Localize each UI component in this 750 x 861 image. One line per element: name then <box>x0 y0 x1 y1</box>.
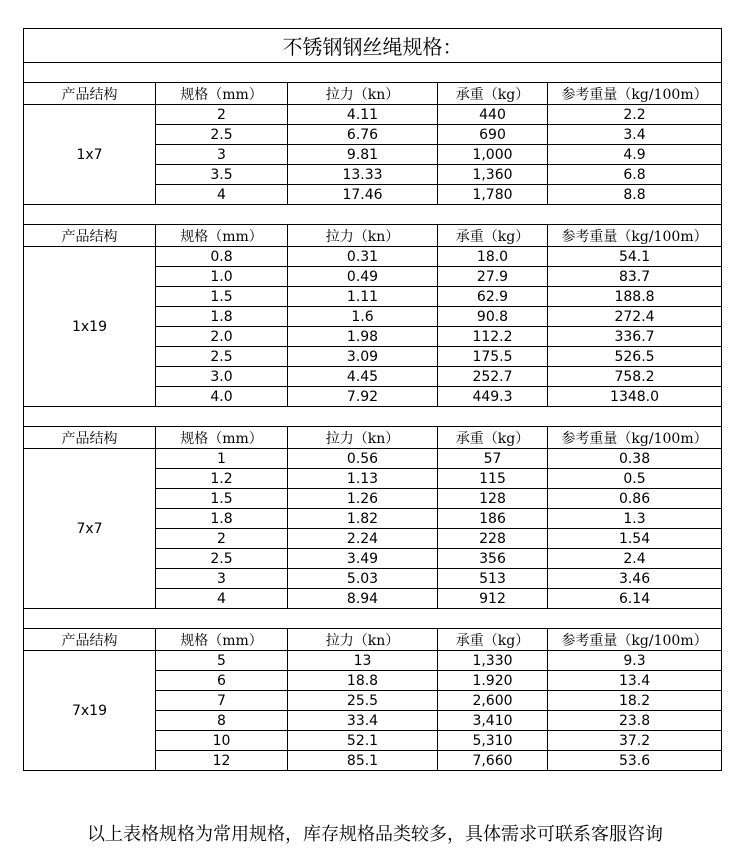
tension-cell: 18.8 <box>288 671 438 691</box>
size-cell: 10 <box>156 731 288 751</box>
weight-cell: 526.5 <box>548 347 722 367</box>
spec-sheet <box>23 28 721 771</box>
size-cell: 3 <box>156 145 288 165</box>
header-weight: 参考重量（kg/100m） <box>548 629 722 651</box>
header-size: 规格（mm） <box>156 225 288 247</box>
load-cell: 1.920 <box>438 671 548 691</box>
load-cell: 175.5 <box>438 347 548 367</box>
header-structure: 产品结构 <box>24 83 156 105</box>
size-cell: 8 <box>156 711 288 731</box>
load-cell: 449.3 <box>438 387 548 407</box>
tension-cell: 13 <box>288 651 438 671</box>
load-cell: 27.9 <box>438 267 548 287</box>
page-title: 不锈钢钢丝绳规格： <box>24 29 722 63</box>
header-weight: 参考重量（kg/100m） <box>548 225 722 247</box>
tension-cell: 85.1 <box>288 751 438 771</box>
size-cell: 5 <box>156 651 288 671</box>
table-header-row <box>24 427 722 449</box>
weight-cell: 13.4 <box>548 671 722 691</box>
header-load: 承重（kg） <box>438 225 548 247</box>
load-cell: 690 <box>438 125 548 145</box>
load-cell: 115 <box>438 469 548 489</box>
weight-cell: 336.7 <box>548 327 722 347</box>
load-cell: 57 <box>438 449 548 469</box>
weight-cell: 1.54 <box>548 529 722 549</box>
weight-cell: 8.8 <box>548 185 722 205</box>
tension-cell: 3.09 <box>288 347 438 367</box>
tension-cell: 3.49 <box>288 549 438 569</box>
weight-cell: 6.14 <box>548 589 722 609</box>
load-cell: 912 <box>438 589 548 609</box>
tension-cell: 1.13 <box>288 469 438 489</box>
size-cell: 2.5 <box>156 125 288 145</box>
tension-cell: 1.82 <box>288 509 438 529</box>
section-spacer <box>24 205 722 225</box>
header-tension: 拉力（kn） <box>288 427 438 449</box>
header-load: 承重（kg） <box>438 629 548 651</box>
table-row <box>24 247 722 267</box>
size-cell: 12 <box>156 751 288 771</box>
size-cell: 4 <box>156 589 288 609</box>
size-cell: 7 <box>156 691 288 711</box>
load-cell: 5,310 <box>438 731 548 751</box>
weight-cell: 0.38 <box>548 449 722 469</box>
tension-cell: 7.92 <box>288 387 438 407</box>
weight-cell: 1348.0 <box>548 387 722 407</box>
spec-table <box>23 28 722 771</box>
weight-cell: 53.6 <box>548 751 722 771</box>
structure-cell: 1x19 <box>24 247 156 407</box>
weight-cell: 272.4 <box>548 307 722 327</box>
table-header-row <box>24 629 722 651</box>
tension-cell: 1.26 <box>288 489 438 509</box>
section-spacer <box>24 63 722 83</box>
tension-cell: 0.31 <box>288 247 438 267</box>
size-cell: 2.5 <box>156 549 288 569</box>
tension-cell: 9.81 <box>288 145 438 165</box>
table-header-row <box>24 83 722 105</box>
load-cell: 1,000 <box>438 145 548 165</box>
tension-cell: 5.03 <box>288 569 438 589</box>
load-cell: 62.9 <box>438 287 548 307</box>
load-cell: 128 <box>438 489 548 509</box>
load-cell: 112.2 <box>438 327 548 347</box>
size-cell: 2 <box>156 529 288 549</box>
size-cell: 2.0 <box>156 327 288 347</box>
header-tension: 拉力（kn） <box>288 629 438 651</box>
header-tension: 拉力（kn） <box>288 83 438 105</box>
header-weight: 参考重量（kg/100m） <box>548 83 722 105</box>
weight-cell: 2.4 <box>548 549 722 569</box>
weight-cell: 758.2 <box>548 367 722 387</box>
load-cell: 1,780 <box>438 185 548 205</box>
header-weight: 参考重量（kg/100m） <box>548 427 722 449</box>
size-cell: 3 <box>156 569 288 589</box>
weight-cell: 2.2 <box>548 105 722 125</box>
load-cell: 90.8 <box>438 307 548 327</box>
tension-cell: 1.6 <box>288 307 438 327</box>
weight-cell: 9.3 <box>548 651 722 671</box>
footer-note: 以上表格规格为常用规格，库存规格品类较多，具体需求可联系客服咨询 <box>87 824 663 845</box>
header-load: 承重（kg） <box>438 83 548 105</box>
weight-cell: 23.8 <box>548 711 722 731</box>
table-header-row <box>24 225 722 247</box>
size-cell: 0.8 <box>156 247 288 267</box>
header-tension: 拉力（kn） <box>288 225 438 247</box>
load-cell: 3,410 <box>438 711 548 731</box>
weight-cell: 1.3 <box>548 509 722 529</box>
weight-cell: 37.2 <box>548 731 722 751</box>
size-cell: 1.5 <box>156 287 288 307</box>
tension-cell: 0.49 <box>288 267 438 287</box>
structure-cell: 7x19 <box>24 651 156 771</box>
size-cell: 2 <box>156 105 288 125</box>
load-cell: 440 <box>438 105 548 125</box>
size-cell: 4 <box>156 185 288 205</box>
table-row <box>24 651 722 671</box>
header-load: 承重（kg） <box>438 427 548 449</box>
tension-cell: 33.4 <box>288 711 438 731</box>
load-cell: 18.0 <box>438 247 548 267</box>
weight-cell: 6.8 <box>548 165 722 185</box>
tension-cell: 17.46 <box>288 185 438 205</box>
tension-cell: 52.1 <box>288 731 438 751</box>
load-cell: 513 <box>438 569 548 589</box>
weight-cell: 4.9 <box>548 145 722 165</box>
table-row <box>24 449 722 469</box>
tension-cell: 2.24 <box>288 529 438 549</box>
tension-cell: 8.94 <box>288 589 438 609</box>
weight-cell: 3.46 <box>548 569 722 589</box>
tension-cell: 6.76 <box>288 125 438 145</box>
load-cell: 186 <box>438 509 548 529</box>
section-spacer <box>24 407 722 427</box>
tension-cell: 25.5 <box>288 691 438 711</box>
weight-cell: 188.8 <box>548 287 722 307</box>
weight-cell: 83.7 <box>548 267 722 287</box>
size-cell: 4.0 <box>156 387 288 407</box>
size-cell: 1.8 <box>156 509 288 529</box>
load-cell: 2,600 <box>438 691 548 711</box>
load-cell: 7,660 <box>438 751 548 771</box>
header-structure: 产品结构 <box>24 427 156 449</box>
header-size: 规格（mm） <box>156 427 288 449</box>
size-cell: 6 <box>156 671 288 691</box>
tension-cell: 13.33 <box>288 165 438 185</box>
load-cell: 356 <box>438 549 548 569</box>
load-cell: 1,330 <box>438 651 548 671</box>
size-cell: 1.2 <box>156 469 288 489</box>
size-cell: 1.8 <box>156 307 288 327</box>
size-cell: 2.5 <box>156 347 288 367</box>
section-spacer <box>24 609 722 629</box>
structure-cell: 7x7 <box>24 449 156 609</box>
header-size: 规格（mm） <box>156 629 288 651</box>
header-size: 规格（mm） <box>156 83 288 105</box>
size-cell: 3.5 <box>156 165 288 185</box>
size-cell: 1 <box>156 449 288 469</box>
load-cell: 228 <box>438 529 548 549</box>
size-cell: 1.0 <box>156 267 288 287</box>
load-cell: 252.7 <box>438 367 548 387</box>
size-cell: 1.5 <box>156 489 288 509</box>
load-cell: 1,360 <box>438 165 548 185</box>
tension-cell: 4.11 <box>288 105 438 125</box>
tension-cell: 1.11 <box>288 287 438 307</box>
tension-cell: 4.45 <box>288 367 438 387</box>
tension-cell: 1.98 <box>288 327 438 347</box>
table-row <box>24 105 722 125</box>
tension-cell: 0.56 <box>288 449 438 469</box>
weight-cell: 18.2 <box>548 691 722 711</box>
weight-cell: 0.86 <box>548 489 722 509</box>
structure-cell: 1x7 <box>24 105 156 205</box>
weight-cell: 0.5 <box>548 469 722 489</box>
size-cell: 3.0 <box>156 367 288 387</box>
header-structure: 产品结构 <box>24 225 156 247</box>
weight-cell: 54.1 <box>548 247 722 267</box>
header-structure: 产品结构 <box>24 629 156 651</box>
weight-cell: 3.4 <box>548 125 722 145</box>
